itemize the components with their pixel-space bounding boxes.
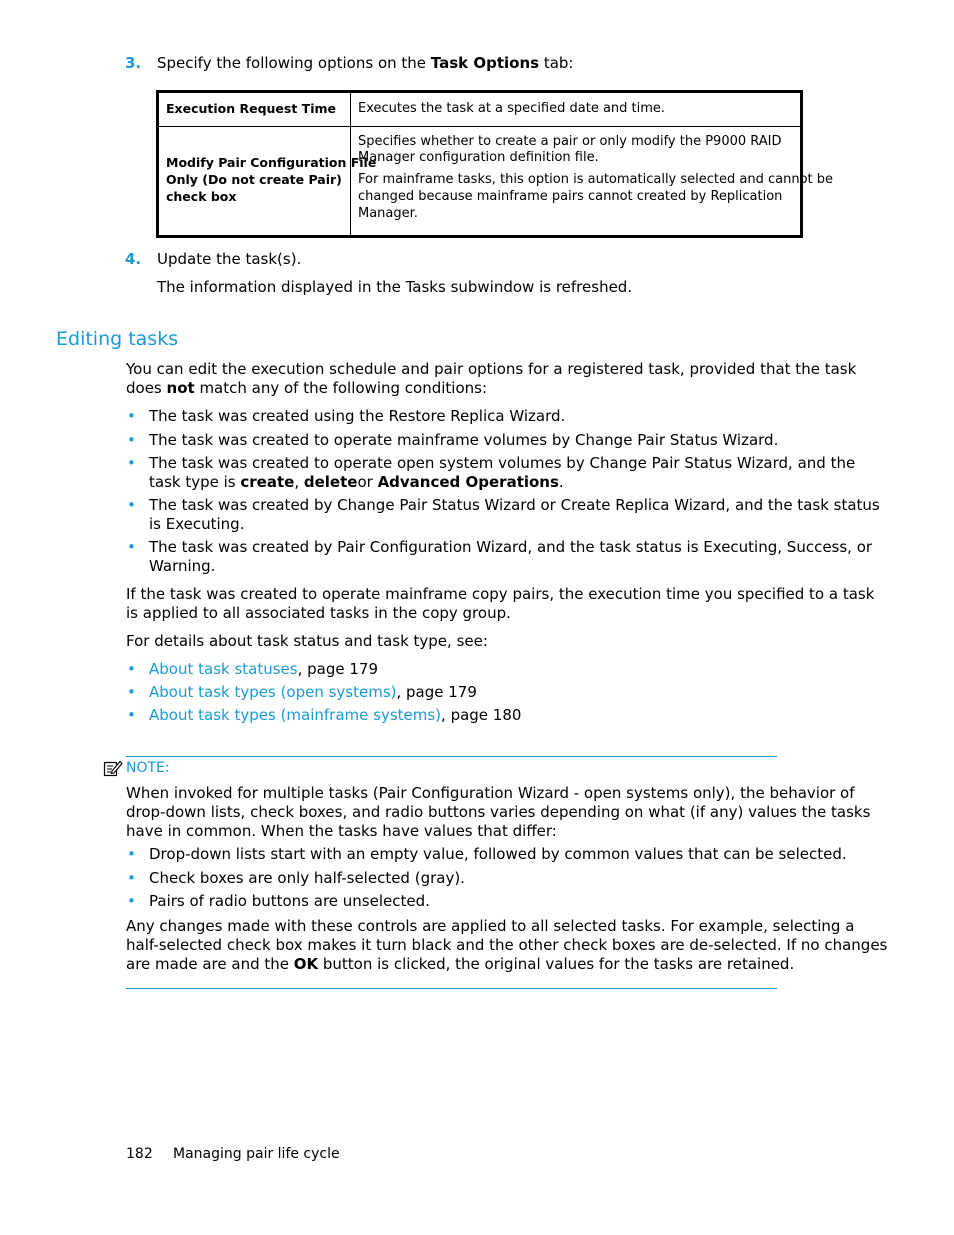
details-intro: For details about task status and task type, see: bbox=[126, 632, 488, 650]
note-para-2-line-2: half-selected check box makes it turn black and the other check boxes are de-selected. If no changes bbox=[126, 936, 888, 954]
note-para-1-line-1: When invoked for multiple tasks (Pair Configuration Wizard - open systems only), the behavior of bbox=[126, 784, 855, 802]
note-pencil-icon bbox=[103, 759, 123, 778]
option-description-line-3: For mainframe tasks, this option is automatically selected and cannot be bbox=[358, 172, 834, 187]
intro-line-1: You can edit the execution schedule and pair options for a registered task, provided that the task bbox=[126, 360, 857, 378]
note-top-rule bbox=[126, 756, 777, 757]
bullet-icon: • bbox=[127, 660, 136, 678]
condition-3-separator-1: , bbox=[294, 473, 304, 491]
table-row-modify-pair-config bbox=[159, 127, 834, 235]
step-4-result: The information displayed in the Tasks subwindow is refreshed. bbox=[157, 278, 633, 296]
link-item-task-statuses bbox=[149, 660, 378, 679]
condition-3-end: . bbox=[558, 473, 564, 491]
footer-page-number: 182 bbox=[126, 1146, 153, 1162]
task-type-advanced-operations: Advanced Operations bbox=[377, 473, 559, 491]
link-about-task-types-mainframe-systems[interactable]: About task types (mainframe systems) bbox=[149, 706, 442, 724]
link-page-ref: , page 180 bbox=[441, 706, 522, 724]
note-bullet-1: Drop-down lists start with an empty value, followed by common values that can be selected. bbox=[149, 845, 847, 863]
condition-item-1: The task was created using the Restore Replica Wizard. bbox=[149, 407, 566, 425]
task-options-table bbox=[156, 90, 834, 238]
step-4-text: Update the task(s). bbox=[157, 250, 302, 268]
step-3-text-after: tab: bbox=[539, 54, 574, 72]
step-3-number: 3. bbox=[125, 54, 142, 72]
bullet-icon: • bbox=[127, 869, 136, 887]
footer-chapter-title: Managing pair life cycle bbox=[173, 1146, 340, 1162]
note-para-2-line-1: Any changes made with these controls are applied to all selected tasks. For example, selecting a bbox=[126, 917, 855, 935]
condition-item-2: The task was created to operate mainframe volumes by Change Pair Status Wizard. bbox=[149, 431, 779, 449]
bullet-icon: • bbox=[127, 496, 136, 514]
note-bottom-rule bbox=[126, 988, 777, 989]
link-about-task-statuses[interactable]: About task statuses bbox=[149, 660, 298, 678]
option-description-line-5: Manager. bbox=[358, 206, 418, 221]
step-3-text-before: Specify the following options on the bbox=[157, 54, 431, 72]
condition-3-separator-2: or bbox=[357, 473, 378, 491]
link-page-ref: , page 179 bbox=[297, 660, 378, 678]
option-description: Executes the task at a specified date and time. bbox=[358, 101, 666, 116]
bullet-icon: • bbox=[127, 683, 136, 701]
condition-item-4-line-1: The task was created by Change Pair Status Wizard or Create Replica Wizard, and the task status bbox=[149, 496, 880, 514]
note-label: NOTE: bbox=[126, 760, 170, 776]
bullet-icon: • bbox=[127, 892, 136, 910]
step-3-text bbox=[157, 54, 573, 73]
option-label-line-3: check box bbox=[166, 189, 237, 204]
option-label: Execution Request Time bbox=[166, 101, 336, 116]
condition-3-prefix: task type is bbox=[149, 473, 241, 491]
condition-item-3-line-1: The task was created to operate open system volumes by Change Pair Status Wizard, and the bbox=[149, 454, 856, 472]
bullet-icon: • bbox=[127, 431, 136, 449]
bullet-icon: • bbox=[127, 454, 136, 472]
note-para-2-line-3 bbox=[126, 955, 794, 974]
option-description-line-2: Manager configuration definition file. bbox=[358, 150, 599, 165]
condition-item-5-line-1: The task was created by Pair Configuration Wizard, and the task status is Executing, Success, or bbox=[149, 538, 873, 556]
bullet-icon: • bbox=[127, 706, 136, 724]
intro-line-2-after: match any of the following conditions: bbox=[194, 379, 488, 397]
section-heading-editing-tasks: Editing tasks bbox=[56, 328, 179, 350]
option-description-line-4: changed because mainframe pairs cannot created by Replication bbox=[358, 189, 783, 204]
intro-line-2-before: does bbox=[126, 379, 167, 397]
condition-item-4-line-2: is Executing. bbox=[149, 515, 245, 533]
task-type-create: create bbox=[240, 473, 295, 491]
note-para-1-line-2: drop-down lists, check boxes, and radio buttons varies depending on what (if any) values the tasks bbox=[126, 803, 871, 821]
ok-button-reference: OK bbox=[293, 955, 319, 973]
note-bullet-3: Pairs of radio buttons are unselected. bbox=[149, 892, 430, 910]
mainframe-para-line-1: If the task was created to operate mainframe copy pairs, the execution time you specified to a task bbox=[126, 585, 875, 603]
step-4-number: 4. bbox=[125, 250, 142, 268]
note-bullet-2: Check boxes are only half-selected (gray). bbox=[149, 869, 465, 887]
bullet-icon: • bbox=[127, 845, 136, 863]
option-description-line-1: Specifies whether to create a pair or only modify the P9000 RAID bbox=[358, 134, 782, 149]
table-row-execution-request-time bbox=[159, 93, 800, 127]
option-label-line-1: Modify Pair Configuration File bbox=[166, 155, 377, 170]
link-page-ref: , page 179 bbox=[396, 683, 477, 701]
link-item-task-types-mainframe bbox=[149, 706, 521, 725]
condition-item-5-line-2: Warning. bbox=[149, 557, 216, 575]
bullet-icon: • bbox=[127, 407, 136, 425]
note-para-1-line-3: have in common. When the tasks have values that differ: bbox=[126, 822, 557, 840]
step-3-tab-name: Task Options bbox=[430, 54, 540, 72]
bullet-icon: • bbox=[127, 538, 136, 556]
note-para-2-line-3-before: are made are and the bbox=[126, 955, 294, 973]
option-label-line-2: Only (Do not create Pair) bbox=[166, 172, 342, 187]
task-type-delete: delete bbox=[303, 473, 358, 491]
intro-line-2 bbox=[126, 379, 487, 398]
condition-item-3-line-2 bbox=[149, 473, 564, 492]
note-para-2-line-3-after: button is clicked, the original values for the tasks are retained. bbox=[318, 955, 795, 973]
link-item-task-types-open bbox=[149, 683, 477, 702]
link-about-task-types-open-systems[interactable]: About task types (open systems) bbox=[149, 683, 397, 701]
intro-emphasis-not: not bbox=[166, 379, 195, 397]
mainframe-para-line-2: is applied to all associated tasks in the copy group. bbox=[126, 604, 511, 622]
